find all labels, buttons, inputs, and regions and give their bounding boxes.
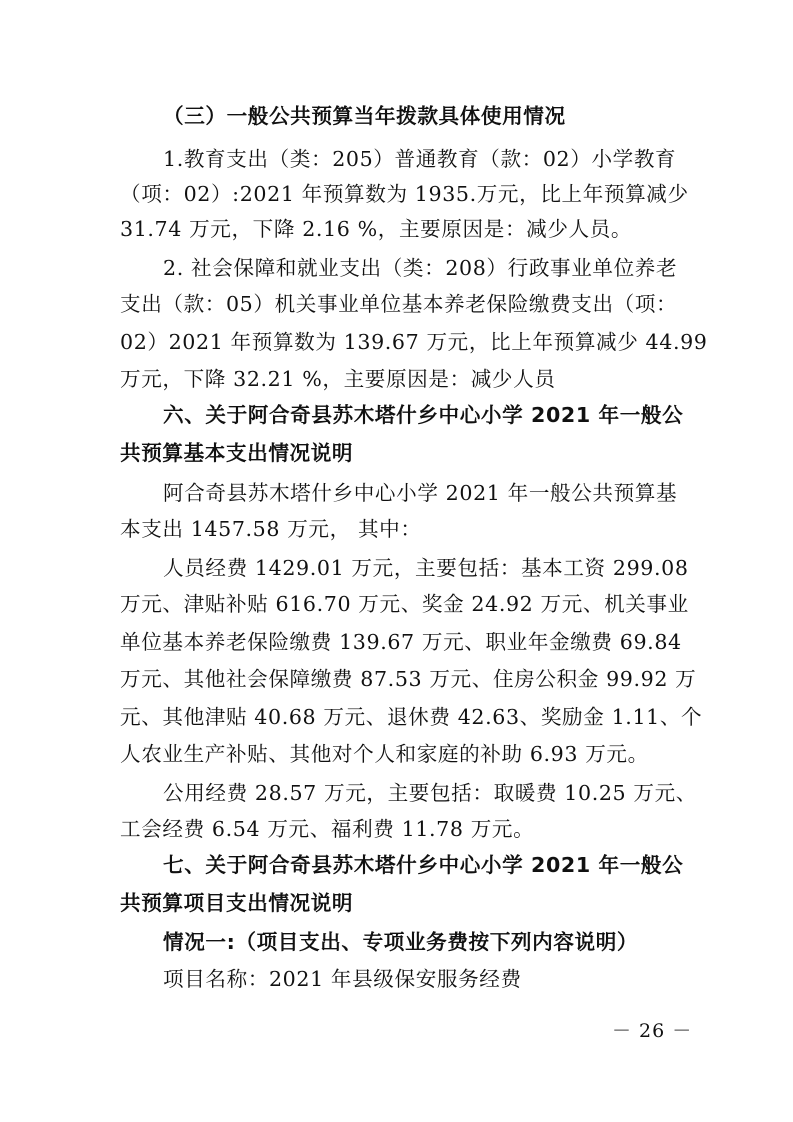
section-heading-7: 七、关于阿合奇县苏木塔什乡中心小学 2021 年一般公: [163, 853, 684, 877]
page-number: － 26 －: [612, 1020, 693, 1042]
paragraph-line: 元、其他津贴 40.68 万元、退休费 42.63、奖励金 1.11、个: [120, 705, 703, 729]
paragraph-line: 万元、津贴补贴 616.70 万元、奖金 24.92 万元、机关事业: [120, 592, 689, 616]
paragraph-line: 单位基本养老保险缴费 139.67 万元、职业年金缴费 69.84: [120, 630, 682, 654]
paragraph-line: 支出（款：05）机关事业单位基本养老保险缴费支出（项：: [120, 292, 678, 316]
paragraph-line: 本支出 1457.58 万元， 其中：: [120, 517, 422, 541]
case-heading: 情况一:（项目支出、专项业务费按下列内容说明）: [163, 930, 639, 954]
paragraph-line: 万元，下降 32.21 %，主要原因是：减少人员: [120, 367, 556, 391]
section-heading-6-cont: 共预算基本支出情况说明: [120, 441, 354, 465]
paragraph-line: 万元、其他社会保障缴费 87.53 万元、住房公积金 99.92 万: [120, 667, 697, 691]
paragraph-line: （项：02）:2021 年预算数为 1935.万元，比上年预算减少: [120, 182, 689, 206]
paragraph-line: 工会经费 6.54 万元、福利费 11.78 万元。: [120, 817, 535, 841]
paragraph-line: 人员经费 1429.01 万元，主要包括：基本工资 299.08: [163, 556, 689, 580]
paragraph-line: 02）2021 年预算数为 139.67 万元，比上年预算减少 44.99: [120, 330, 708, 354]
paragraph-line: 2. 社会保障和就业支出（类：208）行政事业单位养老: [163, 256, 678, 280]
subsection-heading-3: （三）一般公共预算当年拨款具体使用情况: [163, 104, 566, 128]
project-name-line: 项目名称：2021 年县级保安服务经费: [163, 967, 522, 991]
section-heading-7-cont: 共预算项目支出情况说明: [120, 891, 354, 915]
paragraph-line: 31.74 万元，下降 2.16 %，主要原因是：减少人员。: [120, 217, 633, 241]
paragraph-line: 1.教育支出（类：205）普通教育（款：02）小学教育: [163, 147, 677, 171]
paragraph-line: 阿合奇县苏木塔什乡中心小学 2021 年一般公共预算基: [163, 481, 678, 505]
section-heading-6: 六、关于阿合奇县苏木塔什乡中心小学 2021 年一般公: [163, 403, 684, 427]
paragraph-line: 人农业生产补贴、其他对个人和家庭的补助 6.93 万元。: [120, 742, 649, 766]
paragraph-line: 公用经费 28.57 万元，主要包括：取暖费 10.25 万元、: [163, 781, 697, 805]
